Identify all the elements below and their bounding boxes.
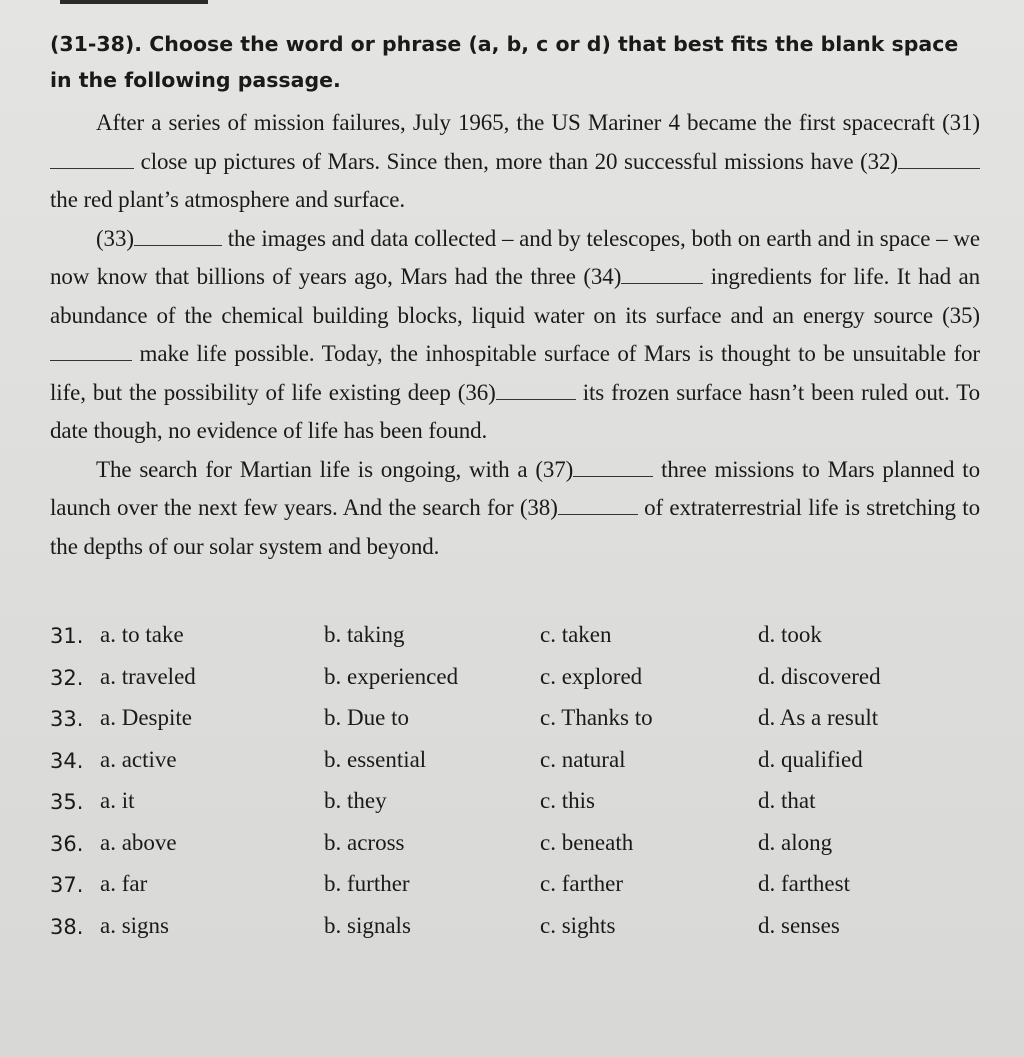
option-b: b. taking [324, 622, 405, 647]
option-b: b. essential [324, 746, 427, 772]
question-row [50, 616, 980, 658]
option-c: c. natural [540, 746, 626, 772]
option-a: a. active [100, 746, 177, 772]
question-number: 34. [50, 748, 84, 773]
passage-paragraph-1: After a series of mission failures, July 1965, the US Mariner 4 became the first spacecraft (31) close up pictures of Mars. Since then, more than 20 successful missions have (32) the red plant’s atmosphere and surface. [50, 110, 980, 212]
blank-37 [573, 456, 653, 477]
option-c: c. sights [540, 912, 616, 938]
option-b: b. further [324, 871, 410, 896]
question-row [50, 782, 980, 824]
blank-32 [898, 148, 980, 169]
blank-33 [134, 225, 222, 246]
question-number: 37. [50, 873, 84, 897]
option-c: c. farther [540, 871, 623, 896]
option-d: d. farthest [758, 871, 850, 896]
option-d: d. As a result [758, 705, 879, 730]
question-number: 38. [50, 914, 84, 939]
option-a: a. signs [100, 912, 169, 938]
question-row [50, 658, 980, 700]
option-d: d. qualified [758, 746, 863, 772]
option-a: a. it [100, 788, 135, 813]
option-c: c. Thanks to [540, 705, 653, 730]
blank-38 [558, 494, 638, 515]
passage-paragraph-3: The search for Martian life is ongoing, with a (37) three missions to Mars planned to launch over the next few years. And the search for (38) of extraterrestrial life is stretching to the depths of our solar system and beyond. [50, 456, 980, 559]
question-number: 32. [50, 665, 84, 690]
option-b: b. Due to [324, 705, 409, 730]
blank-36 [496, 379, 576, 400]
blank-34 [621, 263, 703, 284]
option-d: d. that [758, 788, 816, 813]
question-number: 31. [50, 624, 84, 648]
blank-31 [50, 148, 134, 169]
option-b: b. signals [324, 912, 411, 938]
question-number: 36. [50, 831, 84, 856]
answer-options [50, 616, 980, 948]
option-c: c. this [540, 788, 595, 813]
option-a: a. Despite [100, 705, 192, 730]
passage-paragraph-2: (33) the images and data collected – and by telescopes, both on earth and in space – we now know that billions of years ago, Mars had the three (34) ingredients for life. It had an abundance of the chemical building blocks, liquid water on its surface and an energy source (35) make life possible. Today, the inhospitable surface of Mars is thought to be unsuitable for life, but the possibility of life existing deep (36) its frozen surface hasn’t been ruled out. To date though, no evidence of life has been found. [50, 225, 980, 443]
question-number: 35. [50, 790, 84, 814]
option-c: c. beneath [540, 829, 634, 855]
option-c: c. explored [540, 663, 643, 689]
option-d: d. discovered [758, 663, 881, 689]
blank-35 [50, 340, 132, 361]
option-a: a. above [100, 829, 177, 855]
top-divider [60, 0, 208, 4]
option-b: b. experienced [324, 663, 459, 689]
question-row [50, 699, 980, 741]
question-row [50, 907, 980, 949]
option-a: a. traveled [100, 663, 196, 689]
option-a: a. far [100, 871, 148, 896]
option-d: d. took [758, 622, 822, 647]
question-row [50, 824, 980, 866]
option-b: b. they [324, 788, 387, 813]
question-number: 33. [50, 707, 84, 731]
option-c: c. taken [540, 622, 612, 647]
option-b: b. across [324, 829, 405, 855]
exercise-heading: (31-38). Choose the word or phrase (a, b, c or d) that best fits the blank space in the following passage. [50, 32, 959, 92]
reading-passage [50, 104, 980, 566]
option-d: d. along [758, 829, 833, 855]
question-row [50, 741, 980, 783]
option-a: a. to take [100, 622, 184, 647]
question-row [50, 865, 980, 907]
option-d: d. senses [758, 912, 840, 938]
